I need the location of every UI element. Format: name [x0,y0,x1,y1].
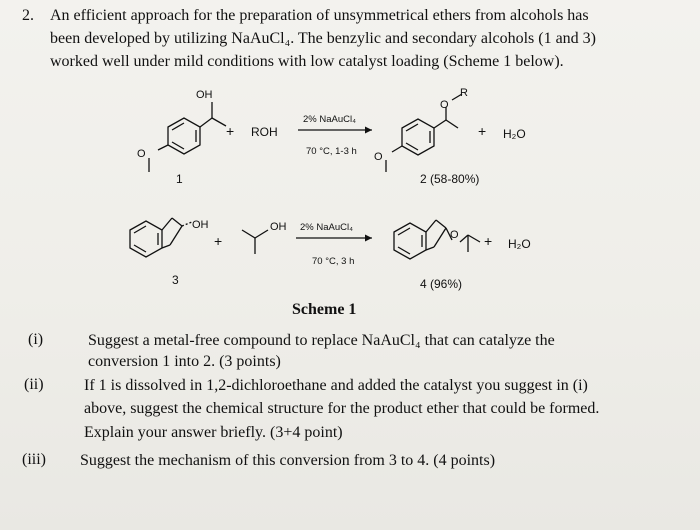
r2-plus-2: + [484,233,493,249]
question-2-line-1: If 1 is dissolved in 1,2-dichloroethane and added the catalyst you suggest in (i) [84,377,588,394]
r2-reagent-oh-label: OH [270,221,287,233]
r1-oh-label: OH [196,89,213,101]
question-2-line-2: above, suggest the chemical structure for the product ether that could be formed. [84,400,600,417]
r1-arrowhead [365,127,372,134]
r2-plus-1: + [214,233,223,249]
reaction2-reagent-structure [242,230,268,254]
question-3-label: (iii) [22,451,46,468]
r2-byproduct: H₂O [508,237,531,251]
r1-catalyst: 2% NaAuCl₄ [303,114,356,125]
question-2-line-3: Explain your answer briefly. (3+4 point) [84,424,343,441]
problem-number: 2. [22,7,34,24]
reaction2-start-structure [130,218,192,257]
r2-arrowhead [365,235,372,242]
r2-conditions: 70 °C, 3 h [312,256,355,267]
intro-line-2: been developed by utilizing NaAuCl₄. The benzylic and secondary alcohols (1 and 3) [50,30,597,47]
r1-ome-o-label: O [137,148,146,160]
r1-product-o-label: O [440,99,449,111]
intro-line-3: worked well under mild conditions with low catalyst loading (Scheme 1 below). [50,53,564,70]
r1-start-number: 1 [176,172,183,186]
question-1-line-1: Suggest a metal-free compound to replace NaAuCl₄ that can catalyze the [88,332,555,349]
r2-oh-label: OH [192,219,209,231]
r2-catalyst: 2% NaAuCl₄ [300,222,353,233]
r1-reagent: ROH [251,125,278,139]
r1-plus-1: + [226,123,235,139]
question-1-label: (i) [28,331,44,348]
r1-product-label: 2 (58-80%) [420,172,480,186]
r1-plus-2: + [478,123,487,139]
reaction2-product-structure [394,220,480,259]
reaction1-product-structure [386,94,462,172]
r1-product-r-label: R [460,87,468,99]
question-3-line-1: Suggest the mechanism of this conversion from 3 to 4. (4 points) [80,452,496,469]
r1-byproduct: H₂O [503,127,526,141]
r2-start-number: 3 [172,273,179,287]
reaction-scheme [0,80,700,295]
scheme-caption: Scheme 1 [292,301,357,318]
reaction1-start-structure [149,102,226,172]
question-2-label: (ii) [24,376,44,393]
r1-product-ome-o-label: O [374,151,383,163]
r1-conditions: 70 °C, 1-3 h [306,146,357,157]
r2-product-label: 4 (96%) [420,277,463,291]
r2-product-o-label: O [450,229,459,241]
question-1-line-2: conversion 1 into 2. (3 points) [88,353,281,370]
intro-line-1: An efficient approach for the preparation of unsymmetrical ethers from alcohols has [50,7,589,24]
